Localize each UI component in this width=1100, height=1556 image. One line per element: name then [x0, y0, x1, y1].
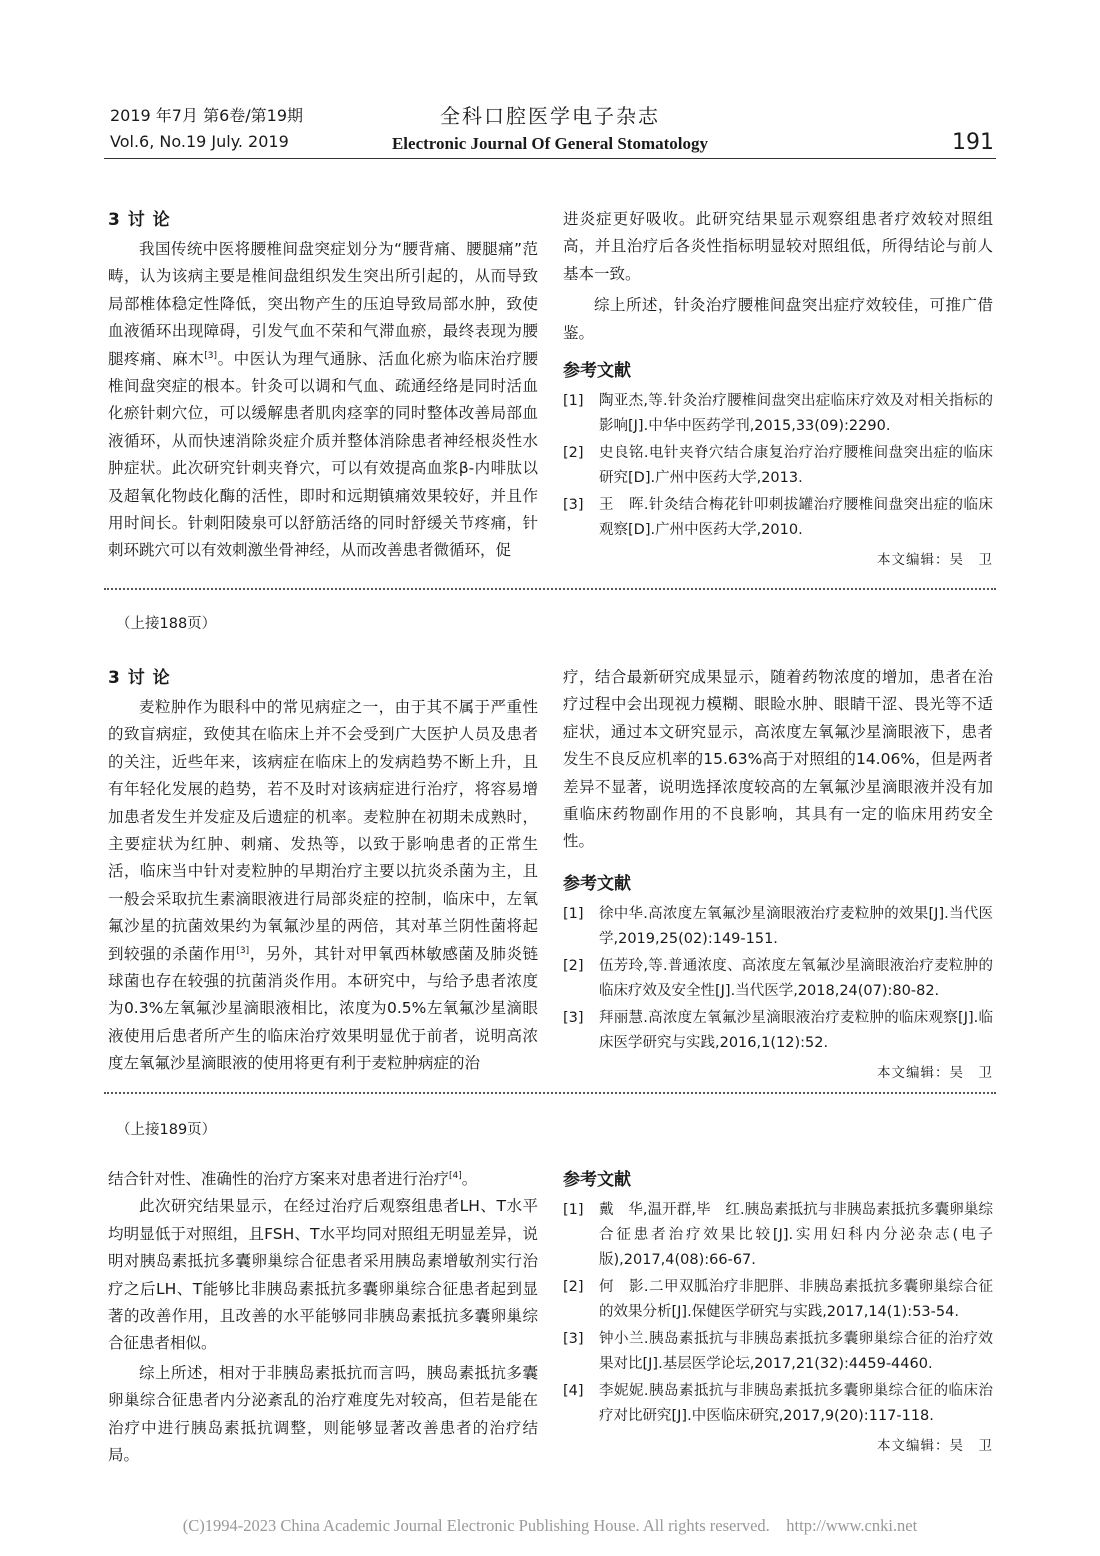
article1-paragraph-cont: 进炎症更好吸收。此研究结果显示观察组患者疗效较对照组高，并且治疗后各炎性指标明显较对照组低，所得结论与前人基本一致。 — [563, 210, 993, 283]
citation-mark: [3] — [204, 350, 218, 361]
reference-item: [2] 伍芳玲,等.普通浓度、高浓度左氧氟沙星滴眼液治疗麦粒肿的临床疗效及安全性[J].当代医学,2018,24(07):80-82. — [563, 957, 993, 999]
article2-editor: 本文编辑：吴 卫 — [877, 1064, 993, 1081]
copyright-footer: (C)1994-2023 China Academic Journal Electronic Publishing House. All rights reserved. http://www.cnki.net — [182, 1516, 918, 1535]
page-number: 191 — [952, 130, 994, 155]
header-rule — [104, 158, 996, 159]
issue-cn: 2019 年7月 第6卷/第19期 — [110, 106, 304, 125]
article3-right-column — [563, 1158, 993, 1460]
reference-item: [3] 拜丽慧.高浓度左氧氟沙星滴眼液治疗麦粒肿的临床观察[J].临床医学研究与实践,2016,1(12):52. — [563, 1009, 993, 1051]
article1-section-heading: 3 讨 论 — [108, 210, 171, 230]
article3-paragraph-0: 结合针对性、准确性的治疗方案来对患者进行治疗[4]。 — [108, 1170, 478, 1188]
article1-right-column — [563, 206, 993, 574]
article2-continued-note: （上接188页） — [116, 616, 217, 632]
article2-left-column — [108, 664, 538, 1078]
article3-editor: 本文编辑：吴 卫 — [877, 1438, 993, 1454]
article1-left-column — [108, 206, 538, 565]
reference-item: [1] 陶亚杰,等.针灸治疗腰椎间盘突出症临床疗效及对相关指标的影响[J].中华中医药学刊,2015,33(09):2290. — [563, 393, 993, 435]
article3-continued-note: （上接189页） — [116, 1122, 217, 1138]
citation-mark: [4] — [449, 1170, 462, 1181]
article1-paragraph-conclusion: 综上所述，针灸治疗腰椎间盘突出症疗效较佳，可推广借鉴。 — [563, 296, 993, 342]
article2-paragraph-1: 麦粒肿作为眼科中的常见病症之一，由于其不属于严重性的致盲病症，致使其在临床上并不会受到广大医护人员及患者的关注，近些年来，该病症在临床上的发病趋势不断上升，且有年轻化发展的趋势，若不及时对该病症进行治疗，将容易增加患者发生并发症及后遗症的机率。麦粒肿在初期未成熟时，主要症状为红肿、刺痛、发热等，以致于影响患者的正常生活，临床当中针对麦粒肿的早期治疗主要以抗炎杀菌为主，且一般会采取抗生素滴眼液进行局部炎症的控制，临床中，左氧氟沙星的抗菌效果约为氧氟沙星的两倍，其对革兰阴性菌将起到较强的杀菌作用[3]，另外，其针对甲氧西林敏感菌及肺炎链球菌也存在较强的抗菌消炎作用。本研究中，与给予患者浓度为0.3%左氧氟沙星滴眼液相比，浓度为0.5%左氧氟沙星滴眼液使用后患者所产生的临床治疗效果明显优于前者，说明高浓度左氧氟沙星滴眼液的使用将更有利于麦粒肿病症的治 — [108, 698, 538, 1073]
separator-dotted — [104, 1092, 996, 1094]
article2-paragraph-cont: 疗，结合最新研究成果显示，随着药物浓度的增加，患者在治疗过程中会出现视力模糊、眼睑水肿、眼睛干涩、畏光等不适症状，通过本文研究显示，高浓度左氧氟沙星滴眼液下，患者发生不良反应机率的15.63%高于对照组的14.06%，但是两者差异不显著，说明选择浓度较高的左氧氟沙星滴眼液并没有加重临床药物副作用的不良影响，其具有一定的临床用药安全性。 — [563, 668, 993, 851]
journal-title-en: Electronic Journal Of General Stomatology — [391, 134, 709, 153]
journal-title — [0, 103, 1100, 157]
reference-item: [2] 史良铭.电针夹脊穴结合康复治疗治疗腰椎间盘突出症的临床研究[D].广州中医药大学,2013. — [563, 445, 993, 487]
article1-paragraph-1: 我国传统中医将腰椎间盘突症划分为“腰背痛、腰腿痛”范畴，认为该病主要是椎间盘组织发生突出所引起的，从而导致局部椎体稳定性降低，突出物产生的压迫导致局部水肿，致使血液循环出现障碍，引发气血不荣和气滞血瘀，最终表现为腰腿疼痛、麻木[3]。中医认为理气通脉、活血化瘀为临床治疗腰椎间盘突症的根本。针灸可以调和气血、疏通经络是同时活血化瘀针刺穴位，可以缓解患者肌肉痉挛的同时整体改善局部血液循环，从而快速消除炎症介质并整体消除患者神经根炎性水肿症状。此次研究针刺夹脊穴，可以有效提高血浆β-内啡肽以及超氧化物歧化酶的活性，即时和远期镇痛效果较好，并且作用时间长。针刺阳陵泉可以舒筋活络的同时舒缓关节疼痛，针刺环跳穴可以有效刺激坐骨神经，从而改善患者微循环，促 — [108, 240, 538, 560]
reference-item: [3] 钟小兰.胰岛素抵抗与非胰岛素抵抗多囊卵巢综合征的治疗效果对比[J].基层医学论坛,2017,21(32):4459-4460. — [563, 1331, 993, 1372]
article2-references-heading: 参考文献 — [563, 873, 631, 894]
journal-title-cn: 全科口腔医学电子杂志 — [440, 104, 660, 128]
reference-item: [2] 何 影.二甲双胍治疗非肥胖、非胰岛素抵抗多囊卵巢综合征的效果分析[J].保健医学研究与实践,2017,14(1):53-54. — [563, 1279, 993, 1320]
citation-mark: [3] — [236, 945, 250, 956]
separator-dotted — [104, 588, 996, 590]
article2-right-column — [563, 664, 993, 1087]
article3-paragraph-1: 此次研究结果显示，在经过治疗后观察组患者LH、T水平均明显低于对照组，且FSH、T水平均同对照组无明显差异，说明对胰岛素抵抗多囊卵巢综合征患者采用胰岛素增敏剂实行治疗之后LH、T能够比非胰岛素抵抗多囊卵巢综合征患者起到显著的改善作用，且改善的水平能够同非胰岛素抵抗多囊卵巢综合征患者相似。 — [108, 1197, 538, 1353]
article1-editor: 本文编辑：吴 卫 — [877, 552, 993, 569]
article1-references-heading: 参考文献 — [563, 361, 631, 382]
reference-item: [4] 李妮妮.胰岛素抵抗与非胰岛素抵抗多囊卵巢综合征的临床治疗对比研究[J].中医临床研究,2017,9(20):117-118. — [563, 1383, 993, 1424]
article3-left-column — [108, 1166, 538, 1469]
issue-en: Vol.6, No.19 July. 2019 — [110, 132, 289, 151]
reference-item: [3] 王 晖.针灸结合梅花针叩刺拔罐治疗腰椎间盘突出症的临床观察[D].广州中医药大学,2010. — [563, 497, 993, 539]
article3-paragraph-2: 综上所述，相对于非胰岛素抵抗而言吗，胰岛素抵抗多囊卵巢综合征患者内分泌紊乱的治疗难度先对较高，但若是能在治疗中进行胰岛素抵抗调整，则能够显著改善患者的治疗结局。 — [108, 1363, 538, 1465]
article2-section-heading: 3 讨 论 — [108, 668, 171, 688]
reference-item: [1] 徐中华.高浓度左氧氟沙星滴眼液治疗麦粒肿的效果[J].当代医学,2019,25(02):149-151. — [563, 905, 993, 947]
reference-item: [1] 戴 华,温开群,毕 红.胰岛素抵抗与非胰岛素抵抗多囊卵巢综合征患者治疗效果比较[J].实用妇科内分泌杂志(电子版),2017,4(08):66-67. — [563, 1202, 993, 1268]
article3-references-heading: 参考文献 — [563, 1170, 631, 1190]
